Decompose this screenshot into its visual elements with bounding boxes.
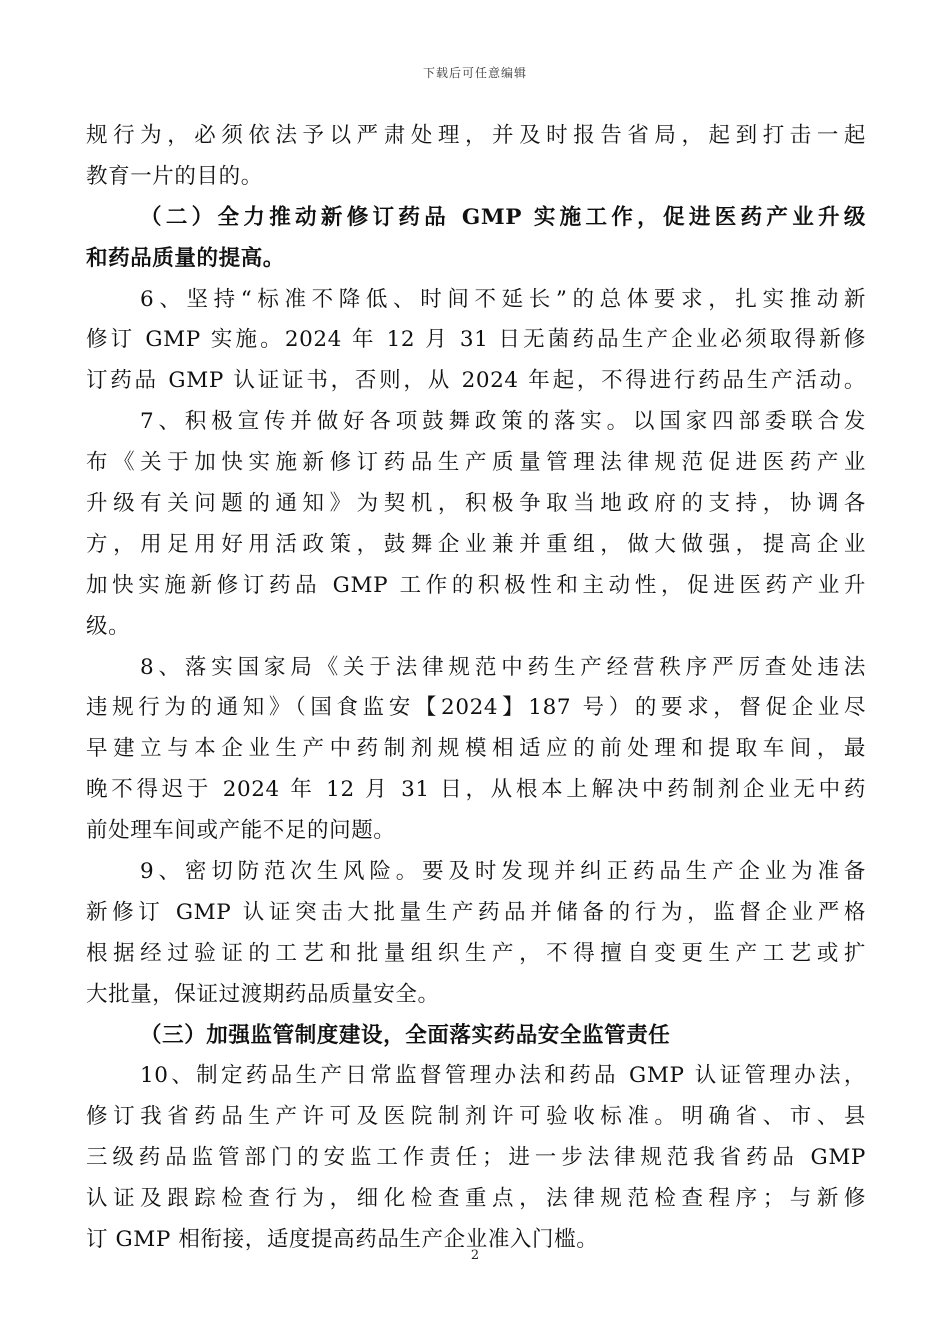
section-heading: （三）加强监管制度建设，全面落实药品安全监管责任	[140, 1022, 671, 1048]
body-line: 违规行为的通知》（国食监安【2024】187 号）的要求，督促企业尽	[86, 695, 866, 721]
body-line: 规行为，必须依法予以严肃处理，并及时报告省局，起到打击一起	[86, 123, 866, 148]
body-line: 认证及跟踪检查行为，细化检查重点，法律规范检查程序；与新修	[86, 1186, 866, 1212]
body-line: 三级药品监管部门的安监工作责任；进一步法律规范我省药品 GMP	[86, 1145, 866, 1171]
paragraph-line: 7、积极宣传并做好各项鼓舞政策的落实。以国家四部委联合发	[140, 409, 866, 435]
paragraph-line: 6、坚持“标准不降低、时间不延长”的总体要求，扎实推动新	[140, 286, 866, 312]
body-line: 大批量，保证过渡期药品质量安全。	[86, 981, 440, 1007]
body-line: 级。	[86, 613, 131, 639]
body-line: 布《关于加快实施新修订药品生产质量管理法律规范促进医药产业	[86, 450, 866, 476]
body-line: 早建立与本企业生产中药制剂规模相适应的前处理和提取车间，最	[86, 736, 866, 762]
body-line: 修订我省药品生产许可及医院制剂许可验收标准。明确省、市、县	[86, 1104, 866, 1130]
body-line: 方，用足用好用活政策，鼓舞企业兼并重组，做大做强，提高企业	[86, 531, 866, 557]
body-line: 根据经过验证的工艺和批量组织生产，不得擅自变更生产工艺或扩	[86, 940, 866, 966]
page-header: 下载后可任意编辑	[422, 66, 527, 80]
body-line: 订 GMP 相衔接，适度提高药品生产企业准入门槛。	[86, 1227, 599, 1253]
body-line: 加快实施新修订药品 GMP 工作的积极性和主动性，促进医药产业升	[86, 572, 866, 598]
paragraph-line: 10、制定药品生产日常监督管理办法和药品 GMP 认证管理办法，	[140, 1063, 866, 1089]
body-line: 订药品 GMP 认证证书，否则，从 2024 年起，不得进行药品生产活动。	[86, 368, 866, 394]
document-body	[86, 116, 866, 1261]
body-line: 教育一片的目的。	[86, 163, 263, 189]
body-line: 升级有关问题的通知》为契机，积极争取当地政府的支持，协调各	[86, 491, 866, 517]
section-heading: 和药品质量的提高。	[86, 245, 285, 271]
paragraph-line: 8、落实国家局《关于法律规范中药生产经营秩序严厉查处违法	[140, 654, 866, 680]
page-number: 2	[470, 1248, 480, 1263]
body-line: 修订 GMP 实施。2024 年 12 月 31 日无菌药品生产企业必须取得新修	[86, 327, 866, 353]
paragraph-line: 9、密切防范次生风险。要及时发现并纠正药品生产企业为准备	[140, 859, 866, 885]
body-line: 新修订 GMP 认证突击大批量生产药品并储备的行为，监督企业严格	[86, 899, 866, 925]
section-heading: （二）全力推动新修订药品 GMP 实施工作，促进医药产业升级	[140, 204, 866, 230]
body-line: 前处理车间或产能不足的问题。	[86, 818, 396, 844]
body-line: 晚不得迟于 2024 年 12 月 31 日，从根本上解决中药制剂企业无中药	[86, 777, 866, 803]
